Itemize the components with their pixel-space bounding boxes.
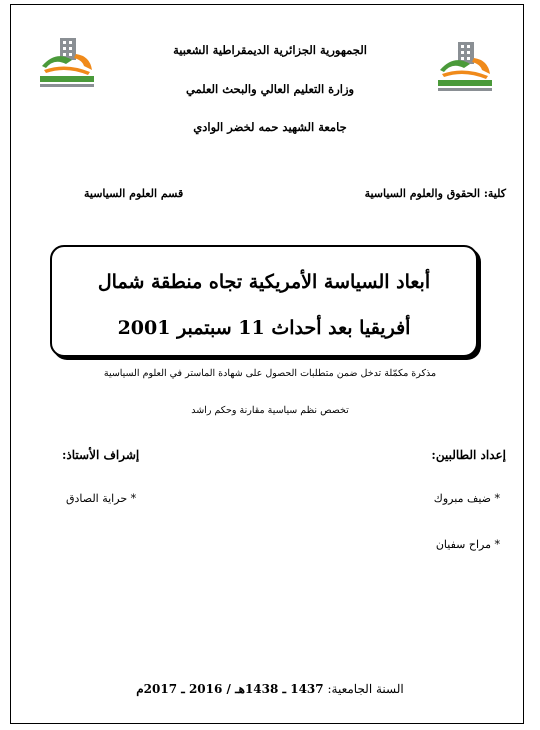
thesis-title-line-2: أفريقيا بعد أحداث 11 سبتمبر 2001 (117, 317, 411, 339)
thesis-specialty: تخصص نظم سياسية مقارنة وحكم راشد (191, 405, 349, 416)
supervisor-name: * حراية الصادق (66, 492, 137, 505)
academic-year (0, 682, 540, 696)
republic-name: الجمهورية الجزائرية الديمقراطية الشعبية (173, 43, 367, 57)
students-heading: إعداد الطالبين: (431, 448, 506, 462)
university-name: جامعة الشهيد حمه لخضر الوادي (193, 120, 347, 134)
supervisor-heading: إشراف الأستاذ: (62, 448, 140, 462)
academic-year-value: 1437 ـ 1438هـ / 2016 ـ 2017م (136, 682, 324, 696)
student-name: * مراح سفيان (435, 538, 500, 551)
thesis-title-box (50, 245, 478, 357)
department-label: قسم العلوم السياسية (84, 187, 184, 200)
page-border (10, 4, 524, 724)
ministry-name: وزارة التعليم العالي والبحث العلمي (185, 82, 355, 96)
thesis-title-line-1: أبعاد السياسة الأمريكية تجاه منطقة شمال (97, 271, 431, 293)
faculty-label: كلية: الحقوق والعلوم السياسية (364, 187, 506, 200)
academic-year-label: السنة الجامعية: (327, 682, 404, 696)
student-name: * ضيف مبروك (433, 492, 500, 505)
thesis-purpose-note: مذكرة مكمّلة تدخل ضمن متطلبات الحصول على شهادة الماستر في العلوم السياسية (103, 368, 437, 379)
